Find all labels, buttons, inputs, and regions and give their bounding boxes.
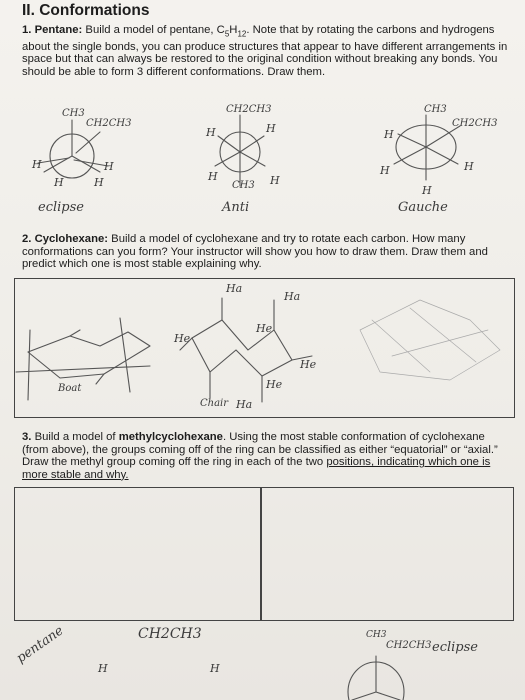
label-h-gauche-3: H (464, 160, 474, 173)
q1-sub-12: 12 (237, 29, 247, 39)
label-ch3-gauche: CH3 (424, 104, 447, 115)
label-boat: Boat (58, 383, 82, 394)
label-ch2ch3-bottom-2: CH2CH3 (386, 640, 432, 651)
label-eclipse-bottom: eclipse (432, 640, 478, 655)
label-he-4: He (266, 378, 283, 391)
label-h-eclipse-3: H (54, 176, 64, 189)
q1-body-post: . Note that by rotating the carbons and hydrogens about the single bonds, you can produce structures that appear to have different arrangements in space but that can always be restored to the original condition without breaking any bonds. You should be able to form 3 different conformations. Draw them. (22, 24, 508, 79)
label-ch3-eclipse: CH3 (62, 108, 85, 119)
q3-underlined: positions, indicating which one is more stable and why. (22, 456, 491, 481)
label-ch2ch3-anti: CH2CH3 (226, 104, 272, 115)
label-h-gauche-1: H (384, 128, 394, 141)
q1-lead: Pentane: (34, 24, 83, 36)
label-h-eclipse-2: H (104, 160, 114, 173)
label-pentane-bottom: pentane (14, 623, 67, 667)
label-he-2: He (256, 322, 273, 335)
label-ch2ch3-eclipse: CH2CH3 (86, 118, 132, 129)
label-ch3-anti: CH3 (232, 180, 255, 191)
q3-pre: Build a model of (34, 431, 116, 443)
label-ha-1: Ha (226, 282, 243, 295)
q3-bold: methylcyclohexane (118, 431, 223, 443)
label-he-1: He (174, 332, 191, 345)
q2-lead: Cyclohexane: (34, 233, 109, 245)
label-ch3-bottom: CH3 (366, 630, 387, 640)
label-h-anti-2: H (266, 122, 276, 135)
label-ha-2: Ha (284, 290, 301, 303)
label-h-anti-1: H (206, 126, 216, 139)
label-anti: Anti (222, 200, 250, 215)
label-eclipse: eclipse (38, 200, 84, 215)
label-ha-3: Ha (236, 398, 253, 411)
label-ch2ch3-gauche: CH2CH3 (452, 118, 498, 129)
label-h-eclipse-1: H (32, 158, 42, 171)
label-h-bottom-1: H (98, 662, 108, 675)
label-h-eclipse-4: H (94, 176, 104, 189)
label-he-3: He (300, 358, 317, 371)
label-h-gauche-4: H (422, 184, 432, 197)
label-h-anti-4: H (270, 174, 280, 187)
q2-number: 2. (22, 233, 32, 245)
section-title: II. Conformations (22, 2, 150, 19)
q1-sub-5: 5 (224, 29, 230, 39)
label-chair: Chair (200, 398, 229, 409)
label-h-bottom-2: H (210, 662, 220, 675)
label-h-gauche-2: H (380, 164, 390, 177)
q1-number: 1. (22, 24, 32, 36)
label-ch2ch3-bottom: CH2CH3 (138, 626, 202, 642)
q3-body: . Using the most stable conformation of cyclohexane (from above), the groups coming off of the ring can be classified as either “equatorial” or “axial.” Draw the methyl group coming off the ring in each of the two (22, 431, 498, 469)
q3-number: 3. (22, 431, 32, 443)
label-gauche: Gauche (398, 200, 448, 215)
q2-body: Build a model of cyclohexane and try to rotate each carbon. How many conformations can you form? Your instructor will show you how to draw them. Draw them and predict which one is most stable explaining why. (22, 233, 488, 271)
q1-body-pre: Build a model of pentane, C (85, 24, 225, 36)
q1-h: H (229, 24, 238, 36)
label-h-anti-3: H (208, 170, 218, 183)
